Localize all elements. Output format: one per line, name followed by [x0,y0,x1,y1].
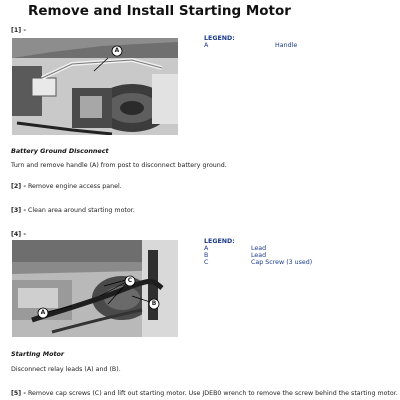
figure-starting-motor [12,240,178,337]
legend-1-value: Handle [275,42,298,49]
legend-1 [204,35,297,49]
legend-2-row [204,245,312,252]
figure-2-callout-b: B [151,300,157,307]
legend-2-row [204,252,312,259]
figure-starting-motor-illustration [12,240,178,337]
figure-2-callout-a: A [40,309,46,316]
legend-2-key: A [204,245,209,252]
legend-2-value: Cap Screw (3 used) [251,259,313,266]
figure-1-callout-a: A [114,47,120,54]
page-title: Remove and Install Starting Motor [28,3,291,19]
legend-1-row [204,42,297,49]
figure-battery-handle-illustration [12,38,178,135]
step-3: [3] - Clean area around starting motor. [11,207,135,214]
legend-2-key: C [204,259,209,266]
legend-1-key: A [204,42,209,49]
step-1-label: [1] - [11,27,26,34]
step-5: [5] - Remove cap screws (C) and lift out starting motor. Use JDEB0 wrench to remove the screw behind the starting motor. [11,390,398,397]
legend-2-value: Lead [251,252,267,259]
legend-2-key: B [204,252,209,259]
figure-2-callout-c: C [127,277,133,284]
legend-1-title: LEGEND: [204,35,235,42]
step-4-label: [4] - [11,231,26,238]
step-2: [2] - Remove engine access panel. [11,183,122,190]
section-text-battery: Turn and remove handle (A) from post to disconnect battery ground. [11,162,227,169]
section-heading-starting-motor: Starting Motor [11,350,65,358]
section-text-starting-motor: Disconnect relay leads (A) and (B). [11,366,121,373]
legend-2-value: Lead [251,245,267,252]
legend-2-title: LEGEND: [204,238,235,245]
figure-battery-handle [12,38,178,135]
legend-2-row [204,259,312,266]
section-heading-battery: Battery Ground Disconnect [11,147,109,155]
legend-2 [204,238,312,266]
